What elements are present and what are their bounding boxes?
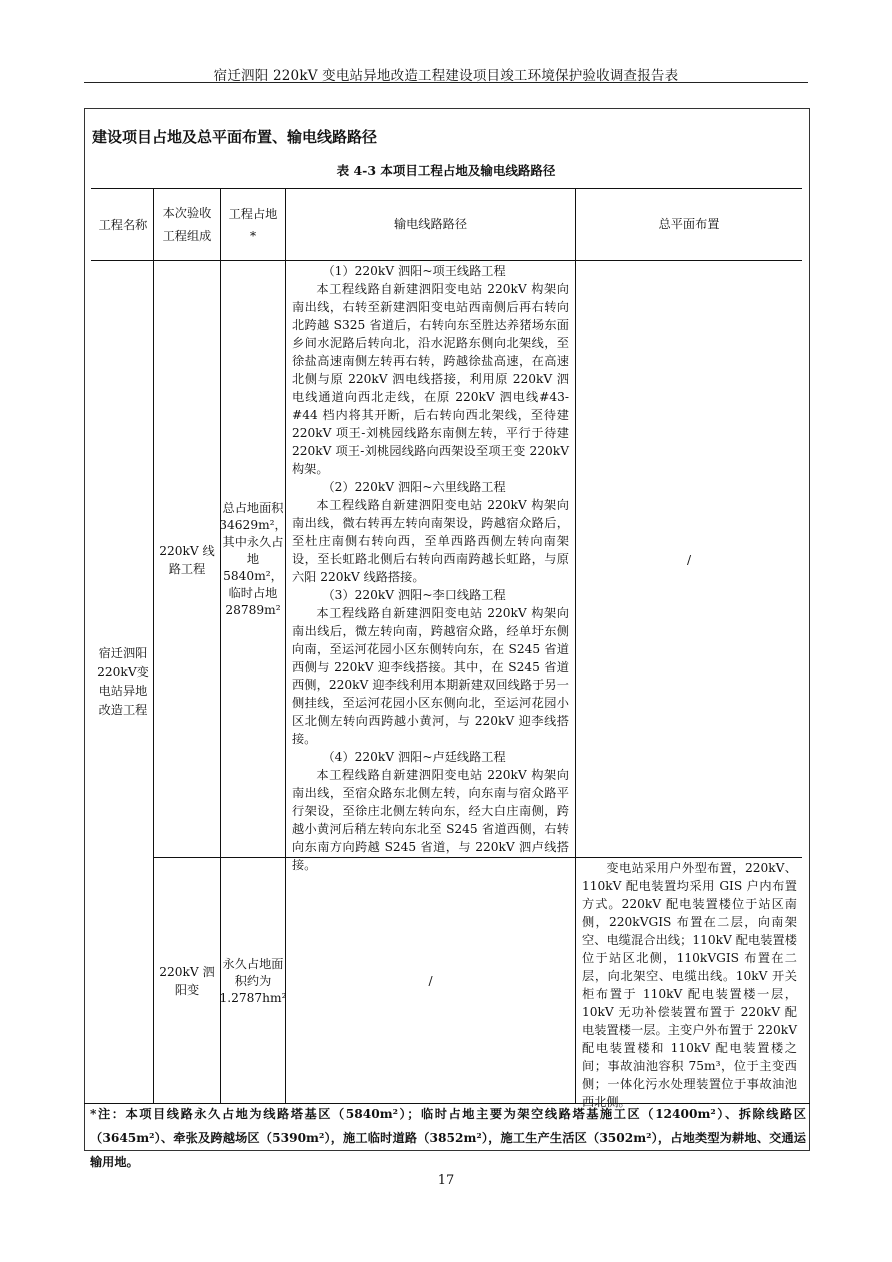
- header-land: 工程占地*: [228, 207, 278, 243]
- route-section-title: （3）220kV 泗阳~李口线路工程: [322, 588, 506, 602]
- component-cell: 220kV 线路工程: [159, 543, 215, 576]
- component-cell: 220kV 泗阳变: [159, 965, 215, 997]
- header-rule: [84, 82, 808, 83]
- layout-cell: [582, 859, 797, 1111]
- header-project-name: 工程名称: [98, 218, 148, 232]
- land-cell: 永久占地面积约为1.2787hm²: [219, 956, 287, 1005]
- header-components: 本次验收工程组成: [162, 206, 212, 243]
- section-heading: 建设项目占地及总平面布置、输电线路路径: [92, 128, 378, 146]
- layout-text: 变电站采用户外型布置，220kV、110kV 配电装置均采用 GIS 户内布置方式。220kV 配电装置楼位于站区南侧，220kVGIS 布置在二层，向南架空、电缆混合出线；110kV 配电装置楼位于站区北侧，110kVGIS 布置在二层，向北架空、电缆出线。10kV 开关柜布置于 110kV 配电装置楼一层，10kV 无功补偿装置布置于 220kV 配电装置楼一层。主变户外布置于 220kV 配电装置楼和 110kV 配电装置楼之间；事故油池容积 75m³，位于主变西侧；一体化污水处理装置位于事故油池西北侧。: [582, 861, 797, 1109]
- route-section-title: （1）220kV 泗阳~项王线路工程: [322, 264, 506, 278]
- page-number: 17: [437, 1173, 455, 1188]
- route-section-text: 本工程线路自新建泗阳变电站 220kV 构架向南出线，至宿众路东北侧左转，向东南与宿众路平行架设，至徐庄北侧左转向东，经大白庄南侧，跨越小黄河后稍左转向东北至 S245 省道西侧，右转向东南方向跨越 S245 省道，与 220kV 泗卢线搭接。: [292, 768, 569, 872]
- route-cell: /: [428, 974, 433, 988]
- table-header-rule: [91, 260, 802, 261]
- page-header-title: 宿迁泗阳 220kV 变电站异地改造工程建设项目竣工环境保护验收调查报告表: [213, 68, 679, 84]
- table-caption: 表 4-3 本项目工程占地及输电线路路径: [336, 163, 556, 178]
- table-column-divider: [153, 188, 154, 1103]
- route-section-title: （2）220kV 泗阳~六里线路工程: [322, 480, 506, 494]
- route-section-text: 本工程线路自新建泗阳变电站 220kV 构架向南出线，微右转再左转向南架设，跨越宿众路后，至杜庄南侧右转向西，至单西路西侧左转向南架设，至长虹路北侧后右转向西南跨越长虹路，与原六阳 220kV 线路搭接。: [292, 498, 569, 584]
- header-route: 输电线路路径: [393, 217, 468, 231]
- land-cell: 总占地面积34629m²，其中永久占地5840m²，临时占地28789m²: [219, 501, 287, 617]
- route-cell: [292, 262, 569, 874]
- route-section-title: （4）220kV 泗阳~卢廷线路工程: [322, 750, 506, 764]
- route-section-text: 本工程线路自新建泗阳变电站 220kV 构架向南出线后，微左转向南，跨越宿众路，经单圩东侧向南，至运河花园小区东侧转向东，在 S245 省道西侧与 220kV 迎李线搭接。其中，在 S245 省道西侧，220kV 迎李线利用本期新建双回线路于另一侧挂线，至运河花园小区东侧向北，至运河花园小区北侧左转向西跨越小黄河，与 220kV 迎李线搭接。: [292, 606, 569, 746]
- header-layout: 总平面布置: [658, 217, 720, 231]
- table-footnote: *注：本项目线路永久占地为线路塔基区（5840m²）；临时占地主要为架空线路塔基施工区（12400m²）、拆除线路区（3645m²）、牵张及跨越场区（5390m²），施工临时道路（3852m²），施工生产生活区（3502m²），占地类型为耕地、交通运输用地。: [90, 1107, 806, 1169]
- layout-cell: /: [686, 552, 692, 567]
- route-section-text: 本工程线路自新建泗阳变电站 220kV 构架向南出线，右转至新建泗阳变电站西南侧后再右转向北跨越 S325 省道后，右转向东至胜达养猪场东面乡间水泥路后转向北，沿水泥路东侧向北架线，至徐盐高速南侧左转再右转，跨越徐盐高速，在高速北侧与原 220kV 泗电线搭接，利用原 220kV 泗电线通道向西北走线，在原 220kV 泗电线#43-#44 档内将其开断，后右转向西北架线，至待建 220kV 项王-刘桃园线路东南侧左转，平行于待建 220kV 项王-刘桃园线路向西架设至项王变 220kV 构架。: [292, 282, 569, 476]
- project-name-cell: 宿迁泗阳220kV变电站异地改造工程: [97, 646, 149, 717]
